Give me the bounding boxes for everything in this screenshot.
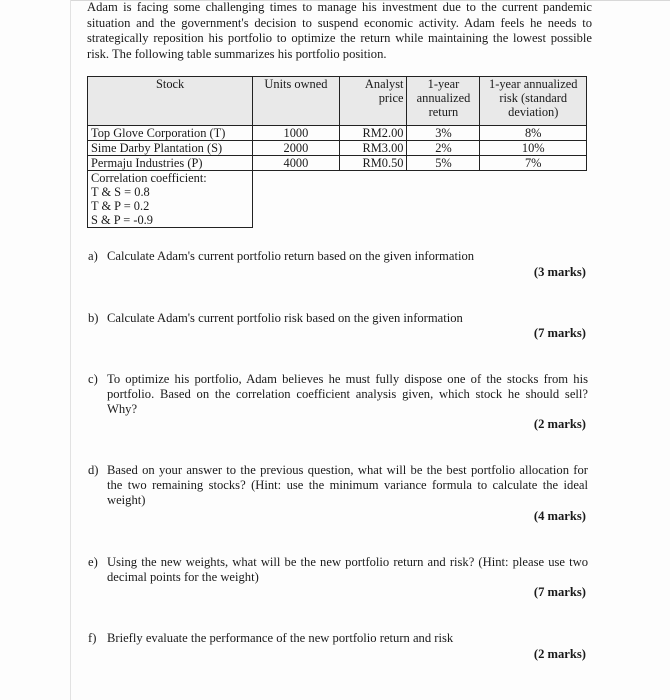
question-f	[88, 631, 588, 646]
cell-risk: 8%	[480, 126, 587, 141]
marks-c: (2 marks)	[533, 417, 586, 431]
question-c	[88, 372, 588, 417]
correlation-cell	[88, 171, 253, 228]
cell-return: 2%	[407, 141, 480, 156]
intro-paragraph: Adam is facing some challenging times to manage his investment due to the current pandemic situation and the government's decision to suspend economic activity. Adam feels he needs to strategically reposition his portfolio to optimize the return while maintaining the lowest possible risk. The following table summarizes his portfolio position.	[87, 0, 592, 61]
empty-cell	[339, 171, 407, 228]
header-units-owned: Units owned	[253, 77, 339, 126]
cell-risk: 10%	[480, 141, 587, 156]
correlation-row	[88, 171, 587, 228]
question-text: Briefly evaluate the performance of the new portfolio return and risk	[107, 631, 454, 645]
cell-stock: Permaju Industries (P)	[88, 156, 253, 171]
table-row	[88, 141, 587, 156]
question-text: Calculate Adam's current portfolio return based on the given information	[107, 249, 475, 263]
cell-risk: 7%	[480, 156, 587, 171]
cell-stock: Sime Darby Plantation (S)	[88, 141, 253, 156]
cell-units: 1000	[253, 126, 339, 141]
marks-d: (4 marks)	[533, 509, 586, 523]
correlation-title: Correlation coefficient:	[91, 171, 207, 185]
marks-a: (3 marks)	[533, 265, 586, 279]
header-annualized-risk: 1-year annualized risk (standard deviation)	[480, 77, 587, 126]
cell-price: RM0.50	[339, 156, 407, 171]
empty-cell	[480, 171, 587, 228]
marks-e: (7 marks)	[533, 585, 586, 599]
cell-units: 4000	[253, 156, 339, 171]
question-text: Calculate Adam's current portfolio risk based on the given information	[107, 311, 463, 325]
question-label: e)	[88, 555, 98, 569]
cell-return: 5%	[407, 156, 480, 171]
cell-units: 2000	[253, 141, 339, 156]
table-row	[88, 126, 587, 141]
question-label: b)	[88, 311, 99, 325]
correlation-t-p: T & P = 0.2	[91, 199, 150, 213]
question-label: d)	[88, 463, 99, 477]
table-header-row	[88, 77, 587, 126]
correlation-s-p: S & P = -0.9	[91, 213, 153, 227]
question-text: Using the new weights, what will be the new portfolio return and risk? (Hint: please use two decimal points for the weight)	[107, 555, 588, 584]
empty-cell	[253, 171, 339, 228]
question-label: f)	[88, 631, 97, 645]
header-analyst-price: Analyst price	[339, 77, 407, 126]
page-border-left	[70, 0, 71, 700]
cell-return: 3%	[407, 126, 480, 141]
portfolio-table	[87, 76, 587, 228]
question-a	[88, 249, 588, 264]
question-label: c)	[88, 372, 98, 386]
header-stock: Stock	[88, 77, 253, 126]
marks-f: (2 marks)	[533, 647, 586, 661]
question-b	[88, 311, 588, 326]
marks-b: (7 marks)	[533, 326, 586, 340]
question-text: To optimize his portfolio, Adam believes he must fully dispose one of the stocks from his portfolio. Based on the correlation coefficient analysis given, which stock he should sell? Why?	[107, 372, 588, 416]
cell-price: RM2.00	[339, 126, 407, 141]
cell-price: RM3.00	[339, 141, 407, 156]
question-e	[88, 555, 588, 585]
cell-stock: Top Glove Corporation (T)	[88, 126, 253, 141]
question-d	[88, 463, 588, 508]
correlation-t-s: T & S = 0.8	[91, 185, 150, 199]
table-row	[88, 156, 587, 171]
empty-cell	[407, 171, 480, 228]
header-annualized-return: 1-year annualized return	[407, 77, 480, 126]
question-label: a)	[88, 249, 98, 263]
question-text: Based on your answer to the previous question, what will be the best portfolio allocation for the two remaining stocks? (Hint: use the minimum variance formula to calculate the ideal weight)	[107, 463, 588, 507]
